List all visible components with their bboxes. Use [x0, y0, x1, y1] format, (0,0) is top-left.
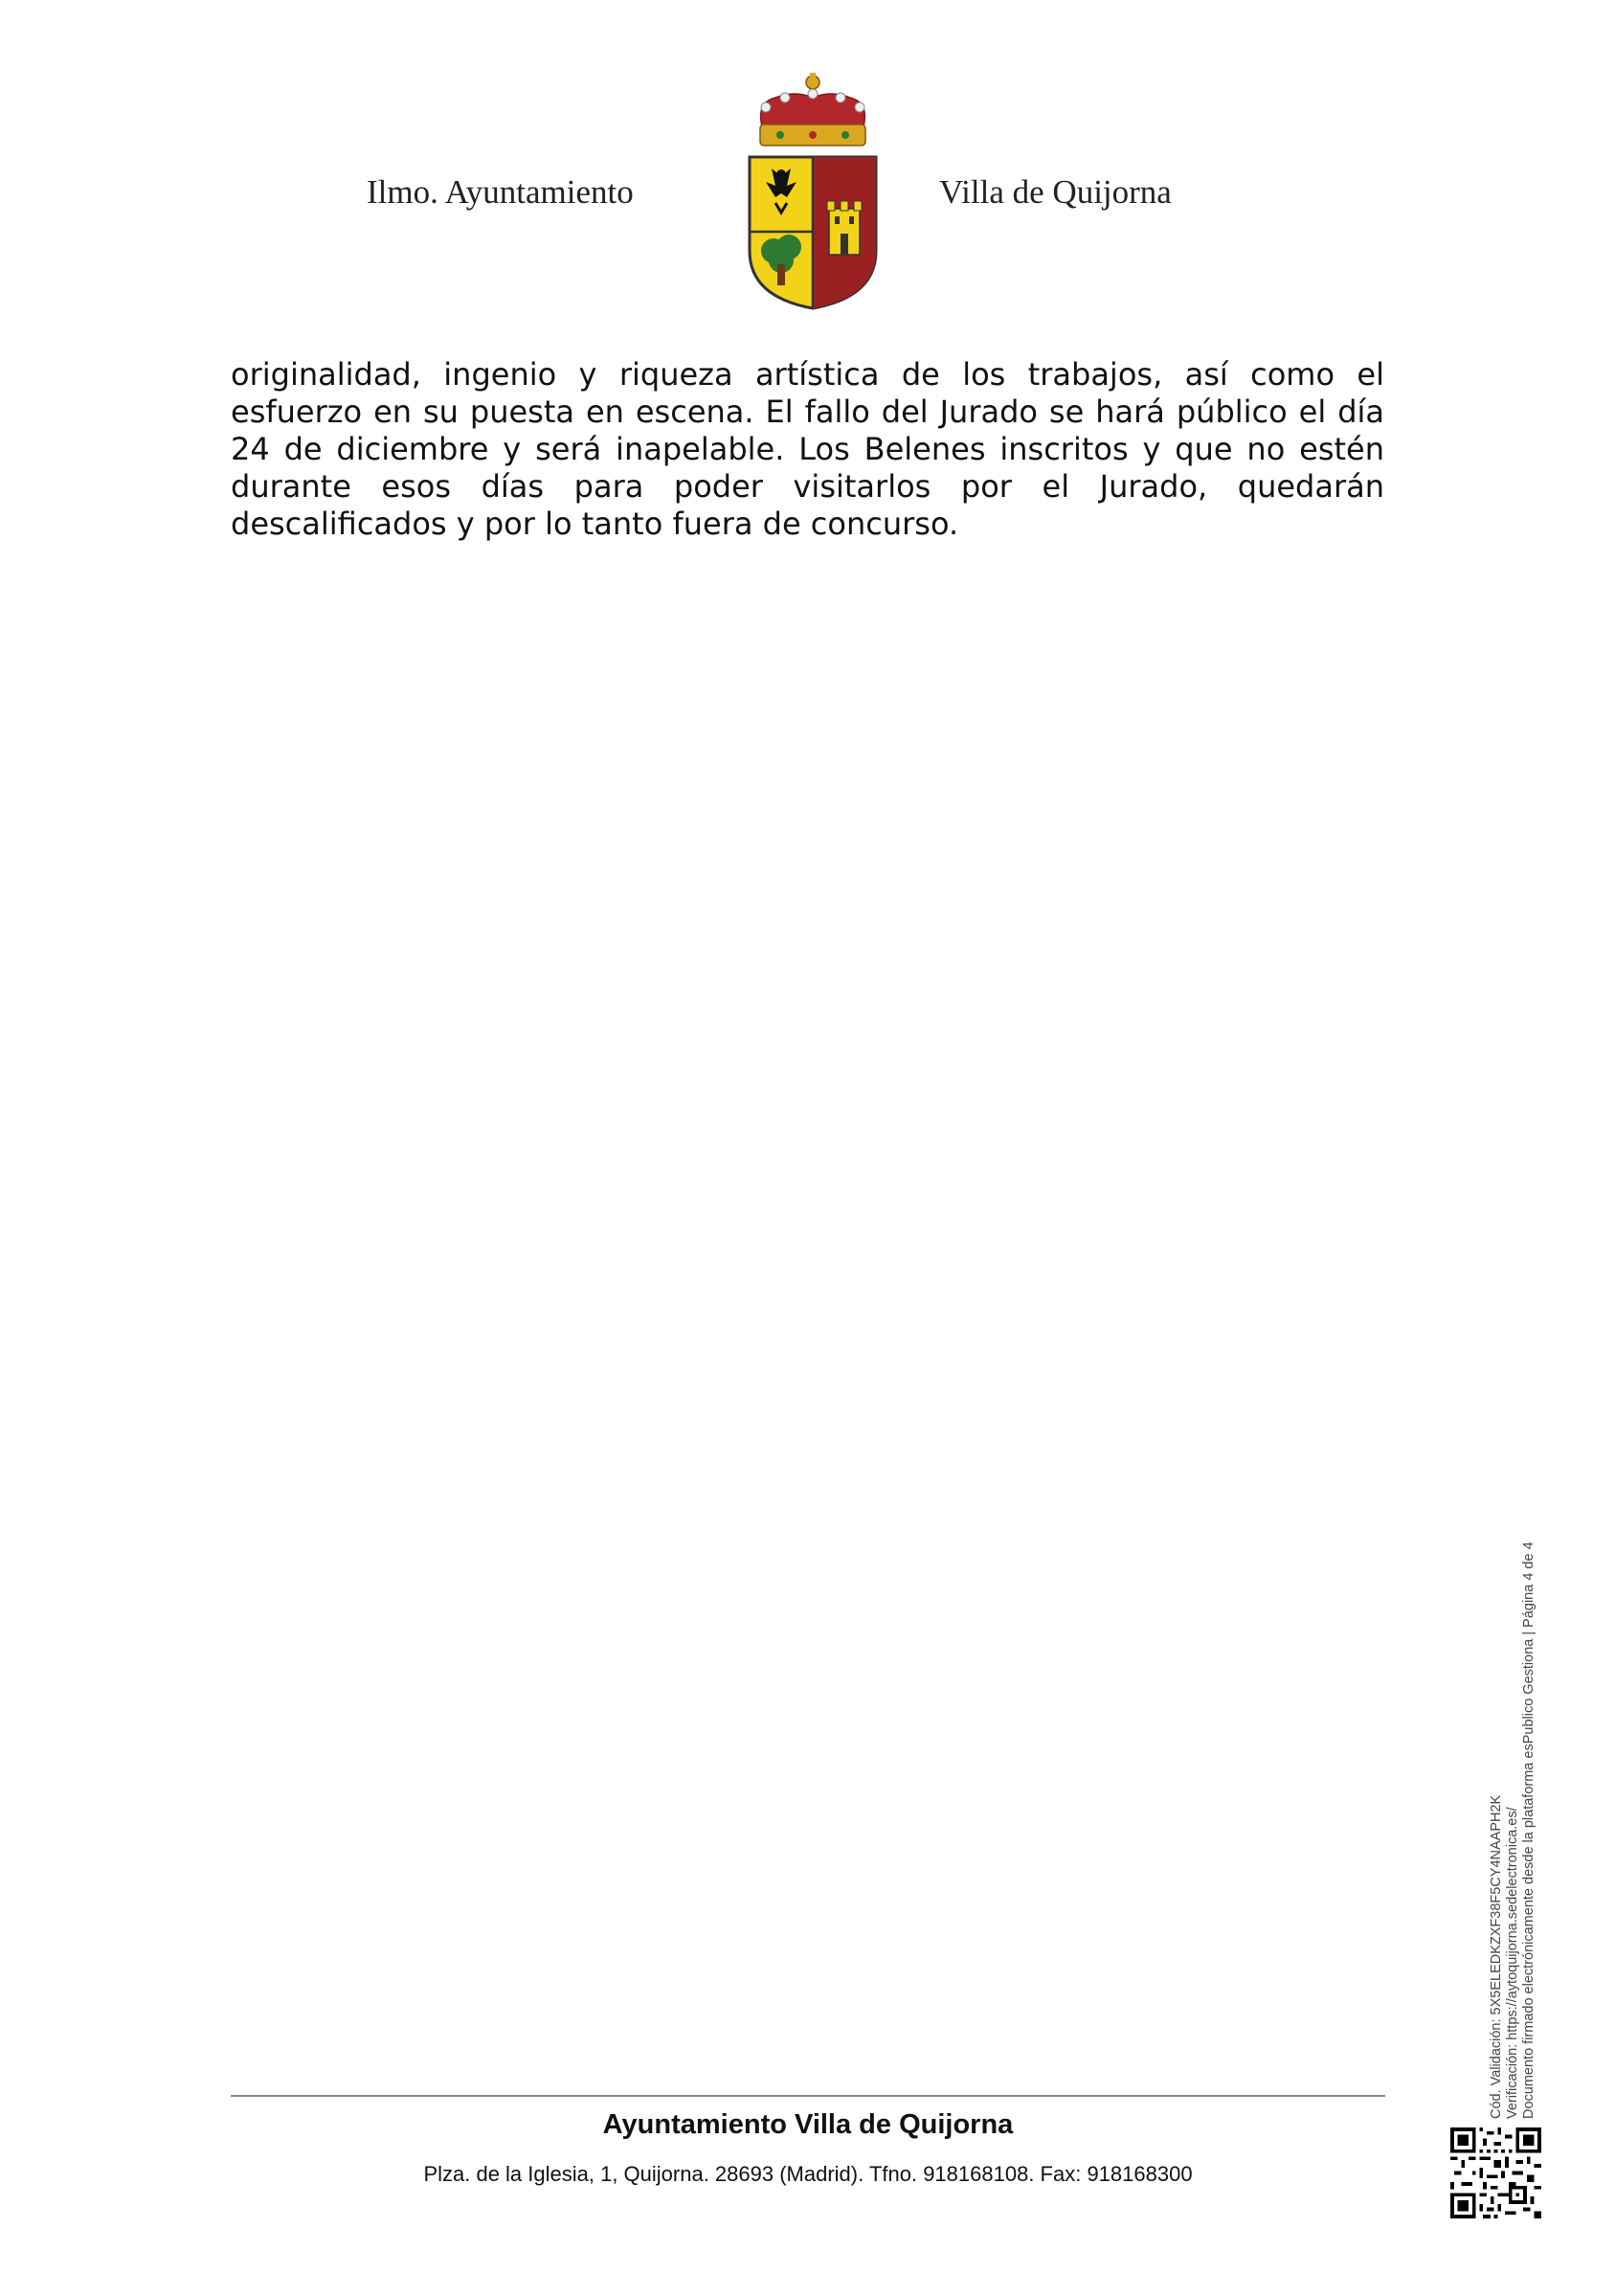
signature-note: Documento firmado electrónicamente desde la plataforma esPublico Gestiona | Página 4 de 4	[1521, 1542, 1536, 2119]
footer-divider	[231, 2095, 1385, 2097]
validation-code: Cód. Validación: 5X5ELEDKZXF38F5CY4NAAPH2K	[1489, 1794, 1504, 2119]
body-paragraph	[231, 356, 1384, 543]
crown-icon	[760, 73, 865, 146]
footer-title: Ayuntamiento Villa de Quijorna	[602, 2109, 1014, 2140]
verification-url: Verificación: https://aytoquijorna.sedelectronica.es/	[1505, 1807, 1520, 2119]
qr-code-icon	[1450, 2127, 1541, 2218]
header-left-title: Ilmo. Ayuntamiento	[367, 173, 634, 211]
header-right-title: Villa de Quijorna	[939, 173, 1172, 211]
coat-of-arms-icon	[747, 69, 879, 310]
footer-address: Plza. de la Iglesia, 1, Quijorna. 28693 (Madrid). Tfno. 918168108. Fax: 918168300	[423, 2162, 1193, 2186]
verification-strip	[1489, 1542, 1537, 2119]
paragraph-text: originalidad, ingenio y riqueza artística de los trabajos, así como el esfuerzo en su puesta en escena. El fallo del Jurado se hará público el día 24 de diciembre y será inapelable. Los Belenes inscritos y que no estén durante esos días para poder visitarlos por el Jurado, quedarán descalificados y por lo tanto fuera de concurso.	[231, 356, 1384, 542]
shield-icon	[750, 157, 876, 308]
